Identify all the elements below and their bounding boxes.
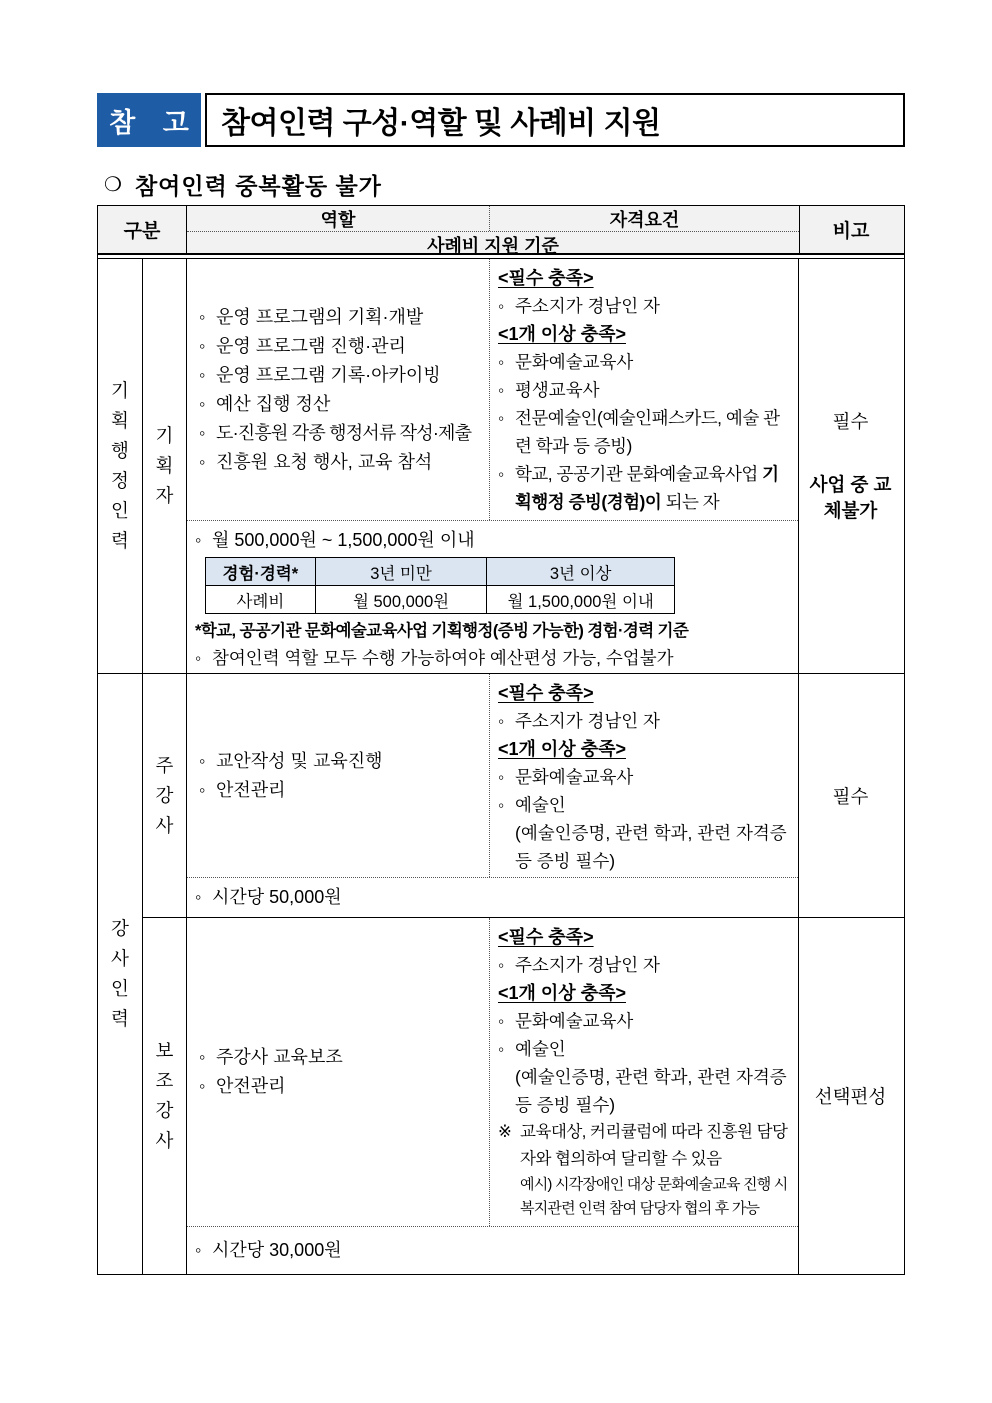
qual-text: 평생교육사: [515, 380, 600, 400]
row-main-assistant: [187, 918, 799, 1274]
dot-bullet-icon: ◦: [199, 393, 206, 414]
note-sub: 사업 중 교체불가: [809, 474, 892, 521]
qual-item: [498, 791, 794, 819]
fee-text: 시간당 50,000원: [212, 887, 342, 907]
qualification-cell: [490, 918, 798, 1226]
fee-extra-line: [195, 645, 790, 671]
dot-bullet-icon: ◦: [199, 422, 205, 443]
dot-bullet-icon: ◦: [498, 380, 505, 400]
group-label: 기획행정인력: [111, 380, 129, 551]
subgroup-cell-main-lecturer: [143, 674, 187, 917]
reference-mark-icon: ※: [498, 1123, 512, 1141]
role-item: [199, 747, 485, 776]
qual-item: [498, 292, 794, 320]
qualification-cell: [490, 259, 798, 520]
subgroup-label: 주강사: [155, 754, 174, 836]
fee-amount-line: [195, 527, 790, 553]
note-main: 필수: [832, 785, 869, 807]
qual-item: [498, 404, 794, 460]
qual-optional-title: <1개 이상 충족>: [498, 324, 626, 344]
dot-bullet-icon: ◦: [199, 1047, 206, 1067]
qual-text: 주소지가 경남인 자: [515, 955, 660, 975]
fee-text: 참여인력 역할 모두 수행 가능하여야 예산편성 가능, 수업불가: [212, 648, 674, 668]
role-text: 주강사 교육보조: [216, 1047, 343, 1067]
qual-remark-example: 예시) 시각장애인 대상 문화예술교육 진행 시 복지관련 인력 참여 담당자 협의 후 가능: [520, 1176, 788, 1217]
page-title-box: [205, 93, 905, 147]
dot-bullet-icon: ◦: [498, 955, 505, 975]
role-text: 운영 프로그램 진행·관리: [216, 335, 406, 356]
qualification-cell: [490, 674, 798, 877]
qual-text-normal: 되는 자: [661, 492, 720, 512]
qual-text: 주소지가 경남인 자: [515, 711, 660, 731]
table-row-planner: [98, 259, 904, 674]
fee-footnote: *학교, 공공기관 문화예술교육사업 기획행정(증빙 가능한) 경험·경력 기준: [195, 622, 689, 640]
section-heading-text: 참여인력 중복활동 불가: [134, 173, 382, 199]
group-label: 강사인력: [111, 918, 129, 1029]
qual-item: [498, 1035, 794, 1063]
qual-text: 문화예술교육사: [515, 1011, 634, 1031]
qual-required-title: <필수 충족>: [498, 683, 594, 703]
role-cell: [187, 918, 490, 1226]
qual-item: [498, 707, 794, 735]
fee-table-cell: 월 500,000원: [315, 586, 487, 614]
row-main-planner: [187, 259, 799, 673]
dot-bullet-icon: ◦: [498, 464, 504, 484]
dot-bullet-icon: ◦: [199, 306, 206, 327]
table-header-row: [98, 206, 904, 255]
reference-tag-label: 참 고: [109, 107, 199, 138]
dot-bullet-icon: ◦: [498, 1011, 505, 1031]
dot-bullet-icon: ◦: [498, 352, 505, 372]
fee-table-header-cell: 3년 이상: [487, 558, 675, 586]
dot-bullet-icon: ◦: [498, 296, 505, 316]
header-cell-fee: 사례비 지원 기준: [427, 236, 559, 256]
qual-item: [498, 763, 794, 791]
fee-amount-line: [195, 884, 790, 910]
circle-bullet-icon: ❍: [104, 174, 123, 196]
role-item: [199, 448, 485, 477]
header-cell-gubun: 구분: [98, 206, 187, 253]
dot-bullet-icon: ◦: [199, 1076, 206, 1096]
personnel-table: [97, 205, 905, 1275]
qual-required-title: <필수 충족>: [498, 927, 594, 947]
dot-bullet-icon: ◦: [195, 648, 202, 668]
qual-item: [498, 376, 794, 404]
qual-optional-title: <1개 이상 충족>: [498, 983, 626, 1003]
role-item: [199, 1043, 485, 1072]
section-heading: [104, 168, 382, 201]
fee-section: [187, 521, 798, 673]
qual-remark-text: 교육대상, 커리큘럼에 따라 진흥원 담당자와 협의하여 달리할 수 있음: [520, 1123, 788, 1168]
role-qual-section: [187, 918, 798, 1227]
note-cell-assistant: [799, 918, 902, 1274]
fee-text: 월 500,000원 ~ 1,500,000원 이내: [212, 530, 475, 550]
qual-text-normal: 학교, 공공기관 문화예술교육사업: [515, 464, 763, 484]
note-cell-planner: [799, 259, 902, 673]
group-cell-planning: [98, 259, 143, 673]
role-text: 교안작성 및 교육진행: [216, 750, 383, 771]
role-text: 운영 프로그램의 기획·개발: [216, 306, 424, 327]
role-qual-section: [187, 259, 798, 521]
table-body: [98, 258, 904, 1274]
role-text: 운영 프로그램 기록·아카이빙: [216, 364, 441, 385]
dot-bullet-icon: ◦: [199, 451, 206, 472]
qual-item: [498, 951, 794, 979]
fee-table-cell: 사례비: [206, 586, 316, 614]
dot-bullet-icon: ◦: [498, 711, 505, 731]
fee-table-value-row: [206, 586, 675, 614]
fee-table-header-cell: 경험·경력*: [206, 558, 316, 586]
qual-item: [498, 1007, 794, 1035]
dot-bullet-icon: ◦: [199, 750, 206, 771]
role-text: 예산 집행 정산: [216, 393, 331, 414]
subgroup-cell-assistant: [143, 918, 187, 1274]
dot-bullet-icon: ◦: [498, 795, 505, 815]
role-item: [199, 419, 485, 448]
qual-text: [515, 460, 794, 516]
dot-bullet-icon: ◦: [498, 408, 504, 428]
table-row-main-lecturer: [143, 674, 904, 918]
dot-bullet-icon: ◦: [199, 335, 206, 356]
fee-text: 시간당 30,000원: [212, 1240, 342, 1260]
qual-item-continuation: (예술인증명, 관련 학과, 관련 자격증 등 증빙 필수): [515, 1067, 787, 1115]
header-top-row: [187, 206, 799, 232]
note-main: 선택편성: [814, 1086, 887, 1107]
role-item: [199, 361, 485, 390]
qual-optional-title: <1개 이상 충족>: [498, 739, 626, 759]
dot-bullet-icon: ◦: [195, 887, 202, 907]
note-main: 필수: [832, 411, 869, 432]
role-item: [199, 390, 485, 419]
qual-text: 문화예술교육사: [515, 352, 634, 372]
qual-text: 주소지가 경남인 자: [515, 296, 660, 316]
dot-bullet-icon: ◦: [498, 1039, 505, 1059]
dot-bullet-icon: ◦: [195, 1240, 202, 1260]
role-qual-section: [187, 674, 798, 878]
qual-required-title: <필수 충족>: [498, 268, 594, 288]
role-cell: [187, 259, 490, 520]
qual-text: 예술인: [515, 795, 566, 815]
subgroup-label: 기획자: [155, 425, 174, 506]
header-cell-note: 비고: [799, 206, 902, 253]
role-text: 진흥원 요청 행사, 교육 참석: [216, 451, 433, 472]
header-cell-qualification: 자격요건: [609, 209, 680, 230]
fee-table-header-row: [206, 558, 675, 586]
subgroup-cell-planner: [143, 259, 187, 673]
dot-bullet-icon: ◦: [199, 779, 206, 800]
fee-section: [187, 1227, 798, 1274]
note-cell-main-lecturer: [799, 674, 902, 917]
qual-text: 전문예술인(예술인패스카드, 예술 관련 학과 등 증빙): [515, 408, 780, 456]
qual-item: [498, 348, 794, 376]
dot-bullet-icon: ◦: [199, 364, 206, 385]
reference-tag: [97, 93, 201, 147]
lecturer-rows-wrap: [143, 674, 904, 1274]
dot-bullet-icon: ◦: [195, 530, 202, 550]
role-text: 안전관리: [216, 779, 286, 800]
role-text: 안전관리: [216, 1076, 286, 1096]
fee-section: [187, 878, 798, 917]
fee-amount-line: [195, 1237, 790, 1263]
table-row-assistant-lecturer: [143, 918, 904, 1274]
qual-text: 예술인: [515, 1039, 566, 1059]
fee-table-header-cell: 3년 미만: [315, 558, 487, 586]
role-item: [199, 1072, 485, 1101]
role-cell: [187, 674, 490, 877]
group-cell-lecturer: [98, 674, 143, 1274]
fee-criteria-table: [205, 557, 675, 614]
qual-remark: [498, 1119, 794, 1173]
row-main-main-lecturer: [187, 674, 799, 917]
dot-bullet-icon: ◦: [498, 767, 505, 787]
role-item: [199, 776, 485, 805]
qual-item-continuation: (예술인증명, 관련 학과, 관련 자격증 등 증빙 필수): [515, 823, 787, 871]
page-title: 참여인력 구성·역할 및 사례비 지원: [221, 107, 661, 140]
subgroup-label: 보조강사: [155, 1040, 174, 1151]
header-cell-role: 역할: [187, 206, 490, 231]
fee-table-cell: 월 1,500,000원 이내: [487, 586, 675, 614]
role-item: [199, 332, 485, 361]
table-row-lecturers: [98, 674, 904, 1274]
role-text: 도·진흥원 각종 행정서류 작성·제출: [216, 422, 472, 443]
qual-item: [498, 460, 794, 516]
qual-text: 문화예술교육사: [515, 767, 634, 787]
qual-text-bold: 기획행정 증빙(경험)이: [515, 464, 779, 512]
header-main-group: [187, 206, 799, 256]
role-item: [199, 303, 485, 332]
